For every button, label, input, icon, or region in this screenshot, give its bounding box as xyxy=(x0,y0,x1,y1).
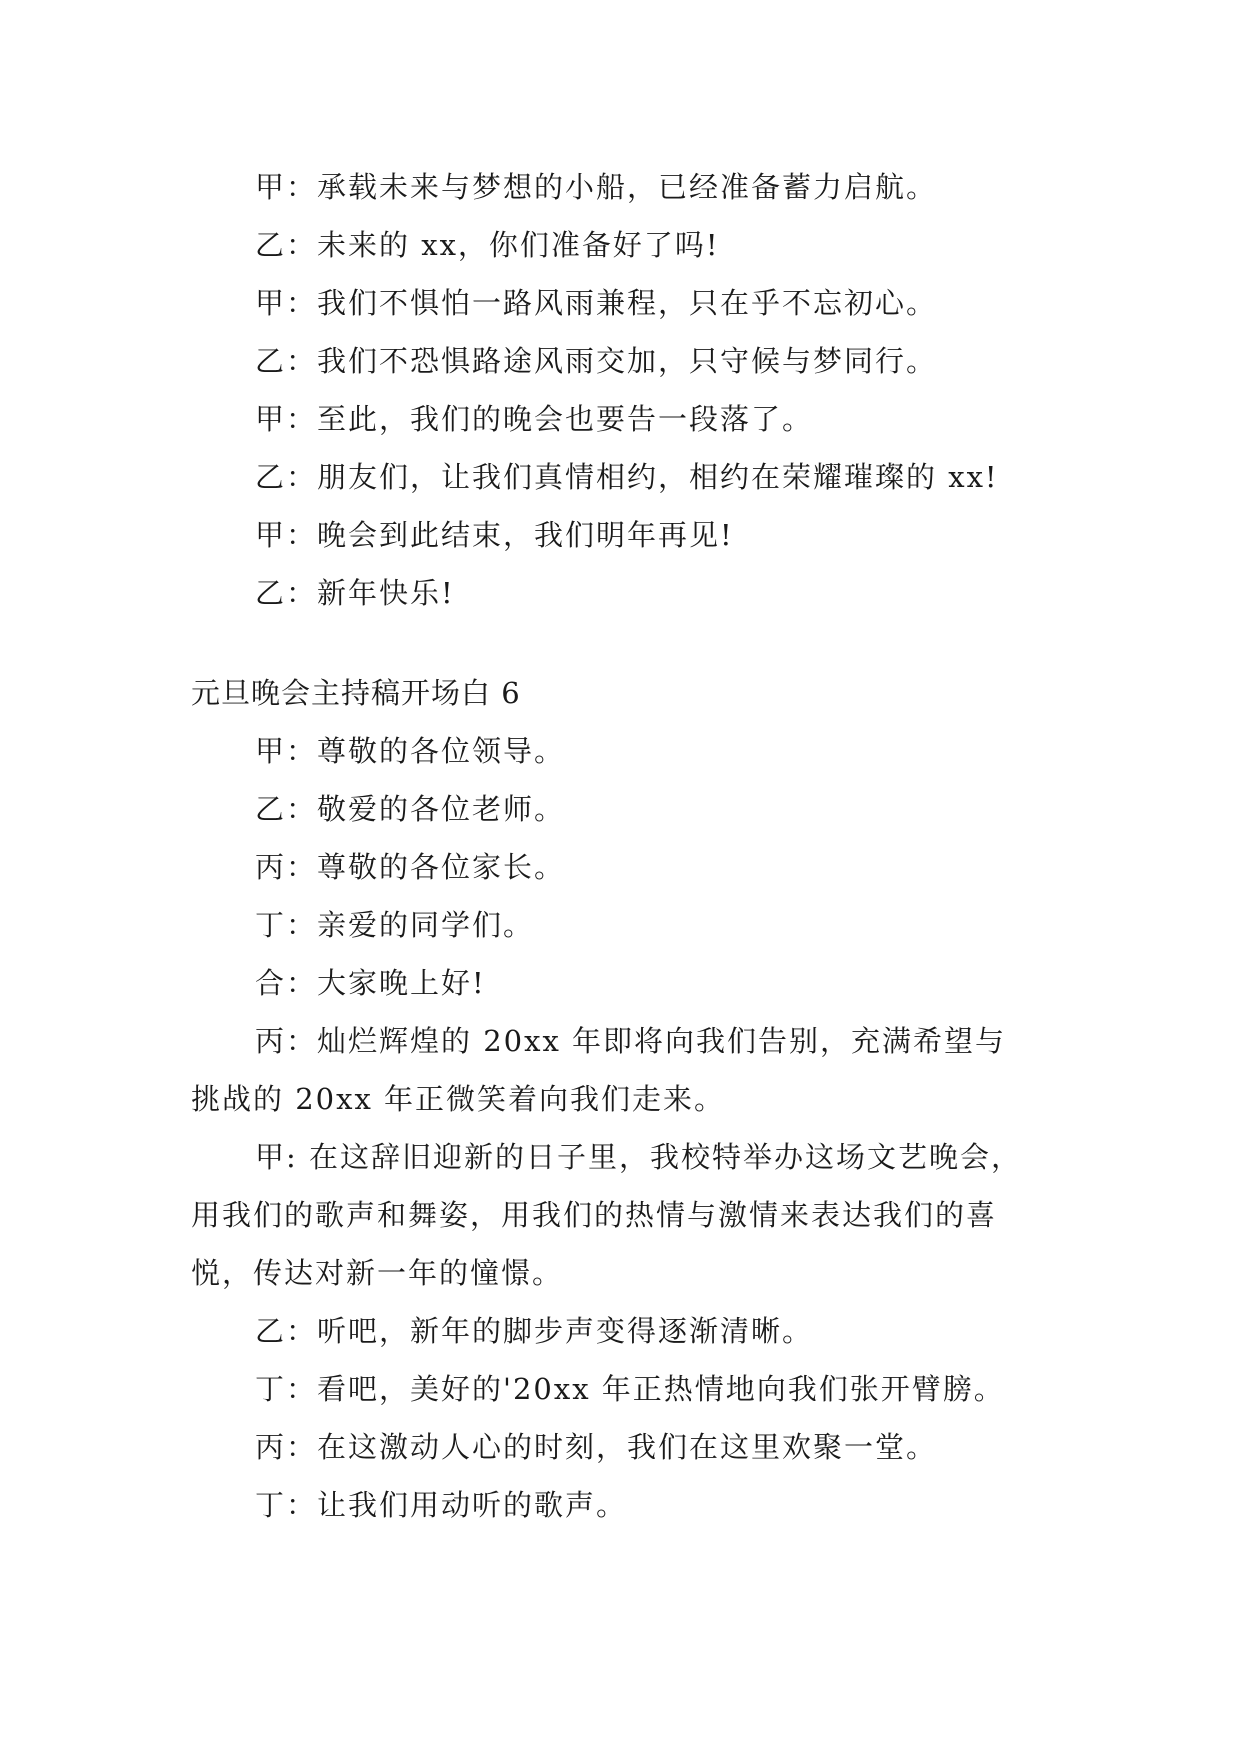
paragraph-line: 用我们的歌声和舞姿，用我们的热情与激情来表达我们的喜 xyxy=(191,1198,998,1232)
dialogue-line: 丁：让我们用动听的歌声。 xyxy=(255,1488,628,1522)
dialogue-line: 甲：尊敬的各位领导。 xyxy=(255,734,566,768)
section-heading: 元旦晚会主持稿开场白 6 xyxy=(191,676,521,710)
dialogue-line: 丁：看吧，美好的'20xx 年正热情地向我们张开臂膀。 xyxy=(255,1372,1005,1406)
section-gap xyxy=(191,622,1061,664)
dialogue-line: 丙：在这激动人心的时刻，我们在这里欢聚一堂。 xyxy=(255,1430,938,1464)
paragraph-line: 甲: 在这辞旧迎新的日子里，我校特举办这场文艺晚会， xyxy=(255,1140,1022,1174)
paragraph-line: 丙：灿烂辉煌的 20xx 年即将向我们告别，充满希望与 xyxy=(255,1024,1007,1058)
paragraph-line: 挑战的 20xx 年正微笑着向我们走来。 xyxy=(191,1082,726,1116)
dialogue-line: 乙：朋友们，让我们真情相约，相约在荣耀璀璨的 xx! xyxy=(255,460,999,494)
dialogue-line: 合：大家晚上好! xyxy=(255,966,486,1000)
dialogue-line: 甲：至此，我们的晚会也要告一段落了。 xyxy=(255,402,814,436)
document-body xyxy=(191,158,1061,1534)
paragraph-line: 悦，传达对新一年的憧憬。 xyxy=(191,1256,564,1290)
dialogue-line: 乙：新年快乐! xyxy=(255,576,455,610)
dialogue-line: 甲：承载未来与梦想的小船，已经准备蓄力启航。 xyxy=(255,170,938,204)
dialogue-line: 乙：听吧，新年的脚步声变得逐渐清晰。 xyxy=(255,1314,814,1348)
dialogue-line: 丁：亲爱的同学们。 xyxy=(255,908,535,942)
dialogue-line: 丙：尊敬的各位家长。 xyxy=(255,850,566,884)
dialogue-line: 甲：我们不惧怕一路风雨兼程，只在乎不忘初心。 xyxy=(255,286,938,320)
dialogue-line: 乙：我们不恐惧路途风雨交加，只守候与梦同行。 xyxy=(255,344,938,378)
dialogue-line: 乙：敬爱的各位老师。 xyxy=(255,792,566,826)
dialogue-line: 甲：晚会到此结束，我们明年再见! xyxy=(255,518,734,552)
dialogue-line: 乙：未来的 xx，你们准备好了吗! xyxy=(255,228,720,262)
